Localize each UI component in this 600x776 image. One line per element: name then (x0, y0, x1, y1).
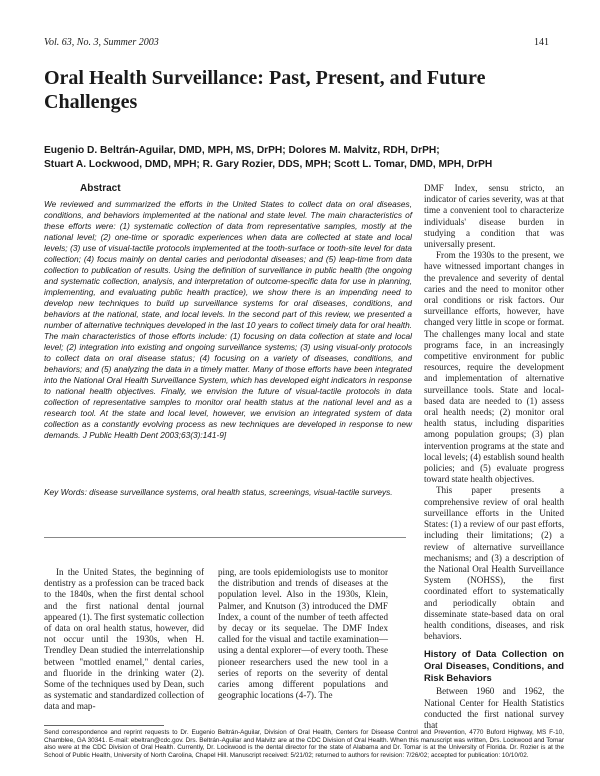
body-column-2: ping, are tools epidemiologists use to monitor the distribution and trends of diseases at the population level. Also in the 1930s, Klein, Palmer, and Knutson (3) introduced the DMF Index, a count of the number of teeth affected by decay or its sequelae. The DMF Index called for the visual and tactile examination—using a dental explorer—of every tooth. These pioneer researchers used the new tool in a series of reports on the severity of dental caries among different populations and geographic locations (4-7). The (218, 567, 388, 701)
journal-header: Vol. 63, No. 3, Summer 2003 (44, 37, 159, 48)
abstract-text: We reviewed and summarized the efforts in the United States to collect data on oral diseases, conditions, and behaviors implemented at the national and state level. The main characteristics of these efforts were: (1) systematic collection of data from representative samples, mostly at the national level; (2) one-time or sporadic experiences when data are collected at state and local levels; (3) use of visual-tactile protocols implemented at the tooth-surface or tooth-site level for data collection; (4) focus mainly on dental caries and periodontal diseases; and (5) leap-time from data collection to publication of results. Using the definition of surveillance in public health (the ongoing and systematic collection, analysis, and interpretation of outcome-specific data for use in planning, implementing, and evaluating public health practice), we show there is an impending need to develop new techniques to build up surveillance systems for oral diseases, conditions, and behaviors at the national, state, and local levels. In the second part of this review, we presented a number of alternative techniques developed in the last 10 years to collect timely data for oral health. The main characteristics of those efforts include: (1) focusing on data collection at state and local level; (2) integration into existing and ongoing surveillance systems; (3) using visual-only protocols to collect data on oral disease status; (4) focusing on a variety of diseases, conditions, and behaviors; and (5) analyzing the data in a timely matter. Many of those efforts have been integrated into the National Oral Health Surveillance System, which has developed eight indicators in response to national health objectives. Finally, we envision the future of visual-tactile protocols in data collection of representative samples to monitor oral health status at the national level and as a research tool. At the state and local level, however, we envision an integrated system of data collection as a constantly evolving process as new techniques are developed in response to new demands. J Public Health Dent 2003;63(3):141-9] (44, 199, 412, 440)
section-divider (44, 537, 406, 538)
section-heading: History of Data Collection on Oral Diseases, Conditions, and Risk Behaviors (424, 648, 564, 684)
article-title: Oral Health Surveillance: Past, Present, and Future Challenges (44, 67, 486, 113)
authors-line-1: Eugenio D. Beltrán-Aguilar, DMD, MPH, MS, DrPH; Dolores M. Malvitz, RDH, DrPH; (44, 145, 440, 156)
page-number: 141 (534, 37, 549, 48)
keywords: Key Words: disease surveillance systems, oral health status, screenings, visual-tactile surveys. (44, 487, 393, 497)
body-column-3 (424, 183, 564, 731)
paragraph: DMF Index, sensu stricto, an indicator of caries severity, was at that time a convenient tool to characterize individuals' disease burden in studying a condition that was universally present. (424, 183, 564, 250)
author-list (44, 144, 534, 172)
abstract-heading: Abstract (80, 183, 121, 194)
correspondence-footnote: Send correspondence and reprint requests to Dr. Eugenio Beltrán-Aguilar, Division of Oral Health, Centers for Disease Control and Prevention, 4770 Buford Highway, MS F-10, Chamblee, GA 30341. E-mail: ebeltran@cdc.gov. Drs. Beltrán-Aguilar and Malvitz are at the CDC Division of Oral Health. When this manuscript was written, Drs. Lockwood and Tomar also were at the CDC Division of Oral Health. Currently, Dr. Lockwood is the dental director for the state of Alabama and Dr. Tomar is at the University of Florida. Dr. Rozier is at the School of Public Health, University of North Carolina, Chapel Hill. Manuscript received: 5/21/02; returned to authors for revision: 7/26/02; accepted for publication: 10/10/02. (44, 729, 564, 759)
footnote-divider (44, 725, 164, 726)
authors-line-2: Stuart A. Lockwood, DMD, MPH; R. Gary Rozier, DDS, MPH; Scott L. Tomar, DMD, MPH, DrPH (44, 159, 493, 170)
paragraph: This paper presents a comprehensive review of oral health surveillance efforts in the United States: (1) a review of our past efforts, including their limitations; (2) a review of alternative surveillance mechanisms; and (3) a description of the National Oral Health Surveillance System (NOHSS), the first coordinated effort to systematically and periodically obtain and disseminate state-based data on oral health conditions, diseases, and risk behaviors. (424, 485, 564, 642)
body-column-1: In the United States, the beginning of dentistry as a profession can be traced back to the 1840s, when the first dental school and the first national dental journal appeared (1). The first systematic collection of data on oral health status, however, did not occur until the 1930s, when H. Trendley Dean studied the interrelationship between "mottled enamel," dental caries, and fluoride in the drinking water (2). Some of the techniques used by Dean, such as systematic and standardized collection of data and map- (44, 567, 204, 712)
paragraph: From the 1930s to the present, we have witnessed important changes in the prevalence and severity of dental caries and the need to monitor other oral conditions or risk factors. Our surveillance efforts, however, have changed very little in scope or format. The challenges many local and state programs face, in an increasingly competitive environment for public resources, require the development and implementation of alternative surveillance tools. State and local-based data are needed to (1) assess oral health needs; (2) monitor oral health status, including disparities among population groups; (3) plan intervention programs at the state and local levels; (4) establish sound health policies; and (5) evaluate progress toward state health objectives. (424, 250, 564, 485)
paragraph: Between 1960 and 1962, the National Center for Health Statistics conducted the first national survey that (424, 686, 564, 730)
